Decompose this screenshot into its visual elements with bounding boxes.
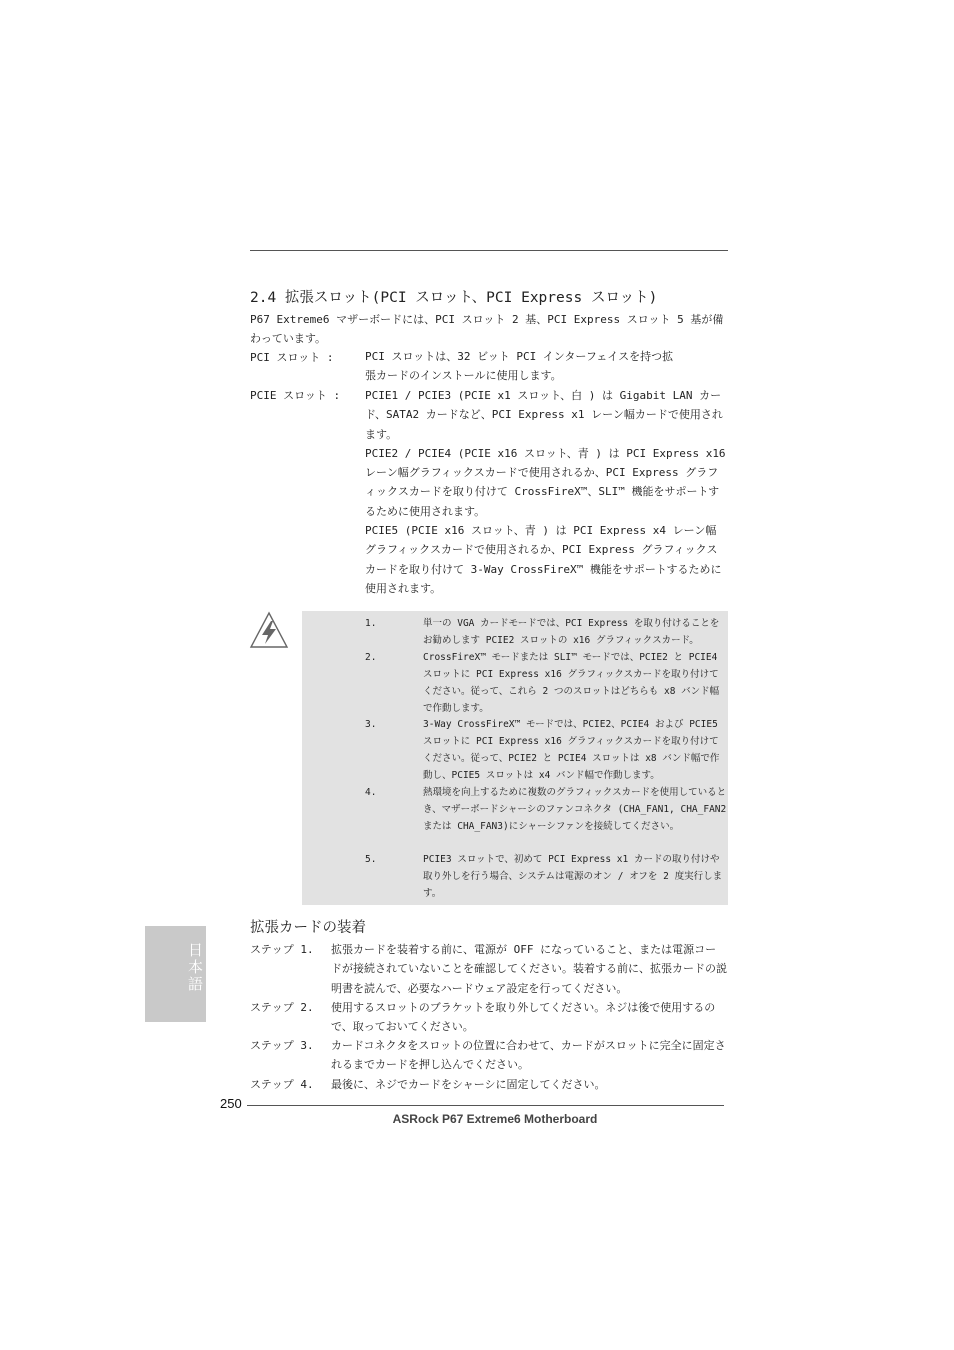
step-text: 使用するスロットのブラケットを取り外してください。ネジは後で使用するので、取っておいてください。 — [331, 1001, 716, 1034]
note-number: 5. — [365, 854, 377, 865]
intro-paragraph: P67 Extreme6 マザーボードには、PCI スロット 2 基、PCI Express スロット 5 基が備わっています。 — [250, 313, 724, 345]
note-number: 2. — [365, 652, 377, 663]
step-text: 拡張カードを装着する前に、電源が OFF になっていること、または電源コードが接続されていないことを確認してください。装着する前に、拡張カードの説明書を読んで、必要なハードウェア設定を行ってください。 — [331, 943, 727, 995]
pci-slot-label: PCI スロット : — [250, 351, 334, 364]
step-label: ステップ 3. — [250, 1039, 314, 1052]
note-number: 4. — [365, 787, 377, 798]
step-label: ステップ 4. — [250, 1078, 314, 1091]
pcie-paragraph-1: PCIE1 / PCIE3 (PCIE x1 スロット、白 ) は Gigabit LAN カード、SATA2 カードなど、PCI Express x1 レーン幅カードで使用されます。 — [365, 389, 723, 441]
language-tab-label: 日本語 — [186, 942, 204, 993]
page-number: 250 — [220, 1096, 242, 1111]
step-text: カードコネクタをスロットの位置に合わせて、カードがスロットに完全に固定されるまでカードを押し込んでください。 — [331, 1039, 726, 1072]
language-tab — [145, 926, 206, 1022]
bottom-rule — [247, 1105, 724, 1106]
step-label: ステップ 2. — [250, 1001, 314, 1014]
step-label: ステップ 1. — [250, 943, 314, 956]
install-title: 拡張カードの装着 — [250, 920, 366, 936]
pcie-slot-text — [365, 386, 727, 598]
note-text: 熱環境を向上するために複数のグラフィックスカードを使用しているとき、マザーボードシャーシのファンコネクタ (CHA_FAN1, CHA_FAN2 または CHA_FAN3)にシャーシファンを接続してください。 — [423, 787, 727, 832]
note-text: 単一の VGA カードモードでは、PCI Express を取り付けることをお勧めします PCIE2 スロットの x16 グラフィックスカード。 — [423, 618, 720, 646]
step-text: 最後に、ネジでカードをシャーシに固定してください。 — [331, 1078, 606, 1091]
note-number: 1. — [365, 618, 377, 629]
pcie-slot-label: PCIE スロット : — [250, 389, 341, 402]
footer-text: ASRock P67 Extreme6 Motherboard — [392, 1112, 598, 1126]
section-title: 2.4 拡張スロット(PCI スロット、PCI Express スロット) — [250, 290, 658, 306]
pci-slot-text: PCI スロットは、32 ビット PCI インターフェイスを持つ拡張カードのインストールに使用します。 — [365, 350, 674, 383]
note-text: CrossFireX™ モードまたは SLI™ モードでは、PCIE2 と PCIE4 スロットに PCI Express x16 グラフィックスカードを取り付けてください。従って、これら 2 つのスロットはどちらも x8 バンド幅で作動します。 — [423, 652, 720, 714]
pcie-paragraph-2: PCIE2 / PCIE4 (PCIE x16 スロット、青 ) は PCI Express x16 レーン幅グラフィックスカードで使用されるか、PCI Express グラフィックスカードを取り付けて CrossFireX™、SLI™ 機能をサポートするために使用されます。 — [365, 446, 726, 518]
warning-icon — [248, 610, 290, 650]
note-text: PCIE3 スロットで、初めて PCI Express x1 カードの取り付けや取り外しを行う場合、システムは電源のオン / オフを 2 度実行します。 — [423, 854, 723, 899]
pcie-paragraph-3: PCIE5 (PCIE x16 スロット、青 ) は PCI Express x4 レーン幅グラフィックスカードで使用されるか、PCI Express グラフィックスカードを取り付けて 3-Way CrossFireX™ 機能をサポートするために使用されます。 — [365, 524, 722, 595]
note-number: 3. — [365, 719, 377, 730]
top-rule — [250, 250, 728, 251]
note-text: 3-Way CrossFireX™ モードでは、PCIE2、PCIE4 および PCIE5 スロットに PCI Express x16 グラフィックスカードを取り付けてください。従って、PCIE2 と PCIE4 スロットは x8 バンド幅で作動し、PCIE5 スロットは x4 バンド幅で作動します。 — [423, 719, 720, 781]
